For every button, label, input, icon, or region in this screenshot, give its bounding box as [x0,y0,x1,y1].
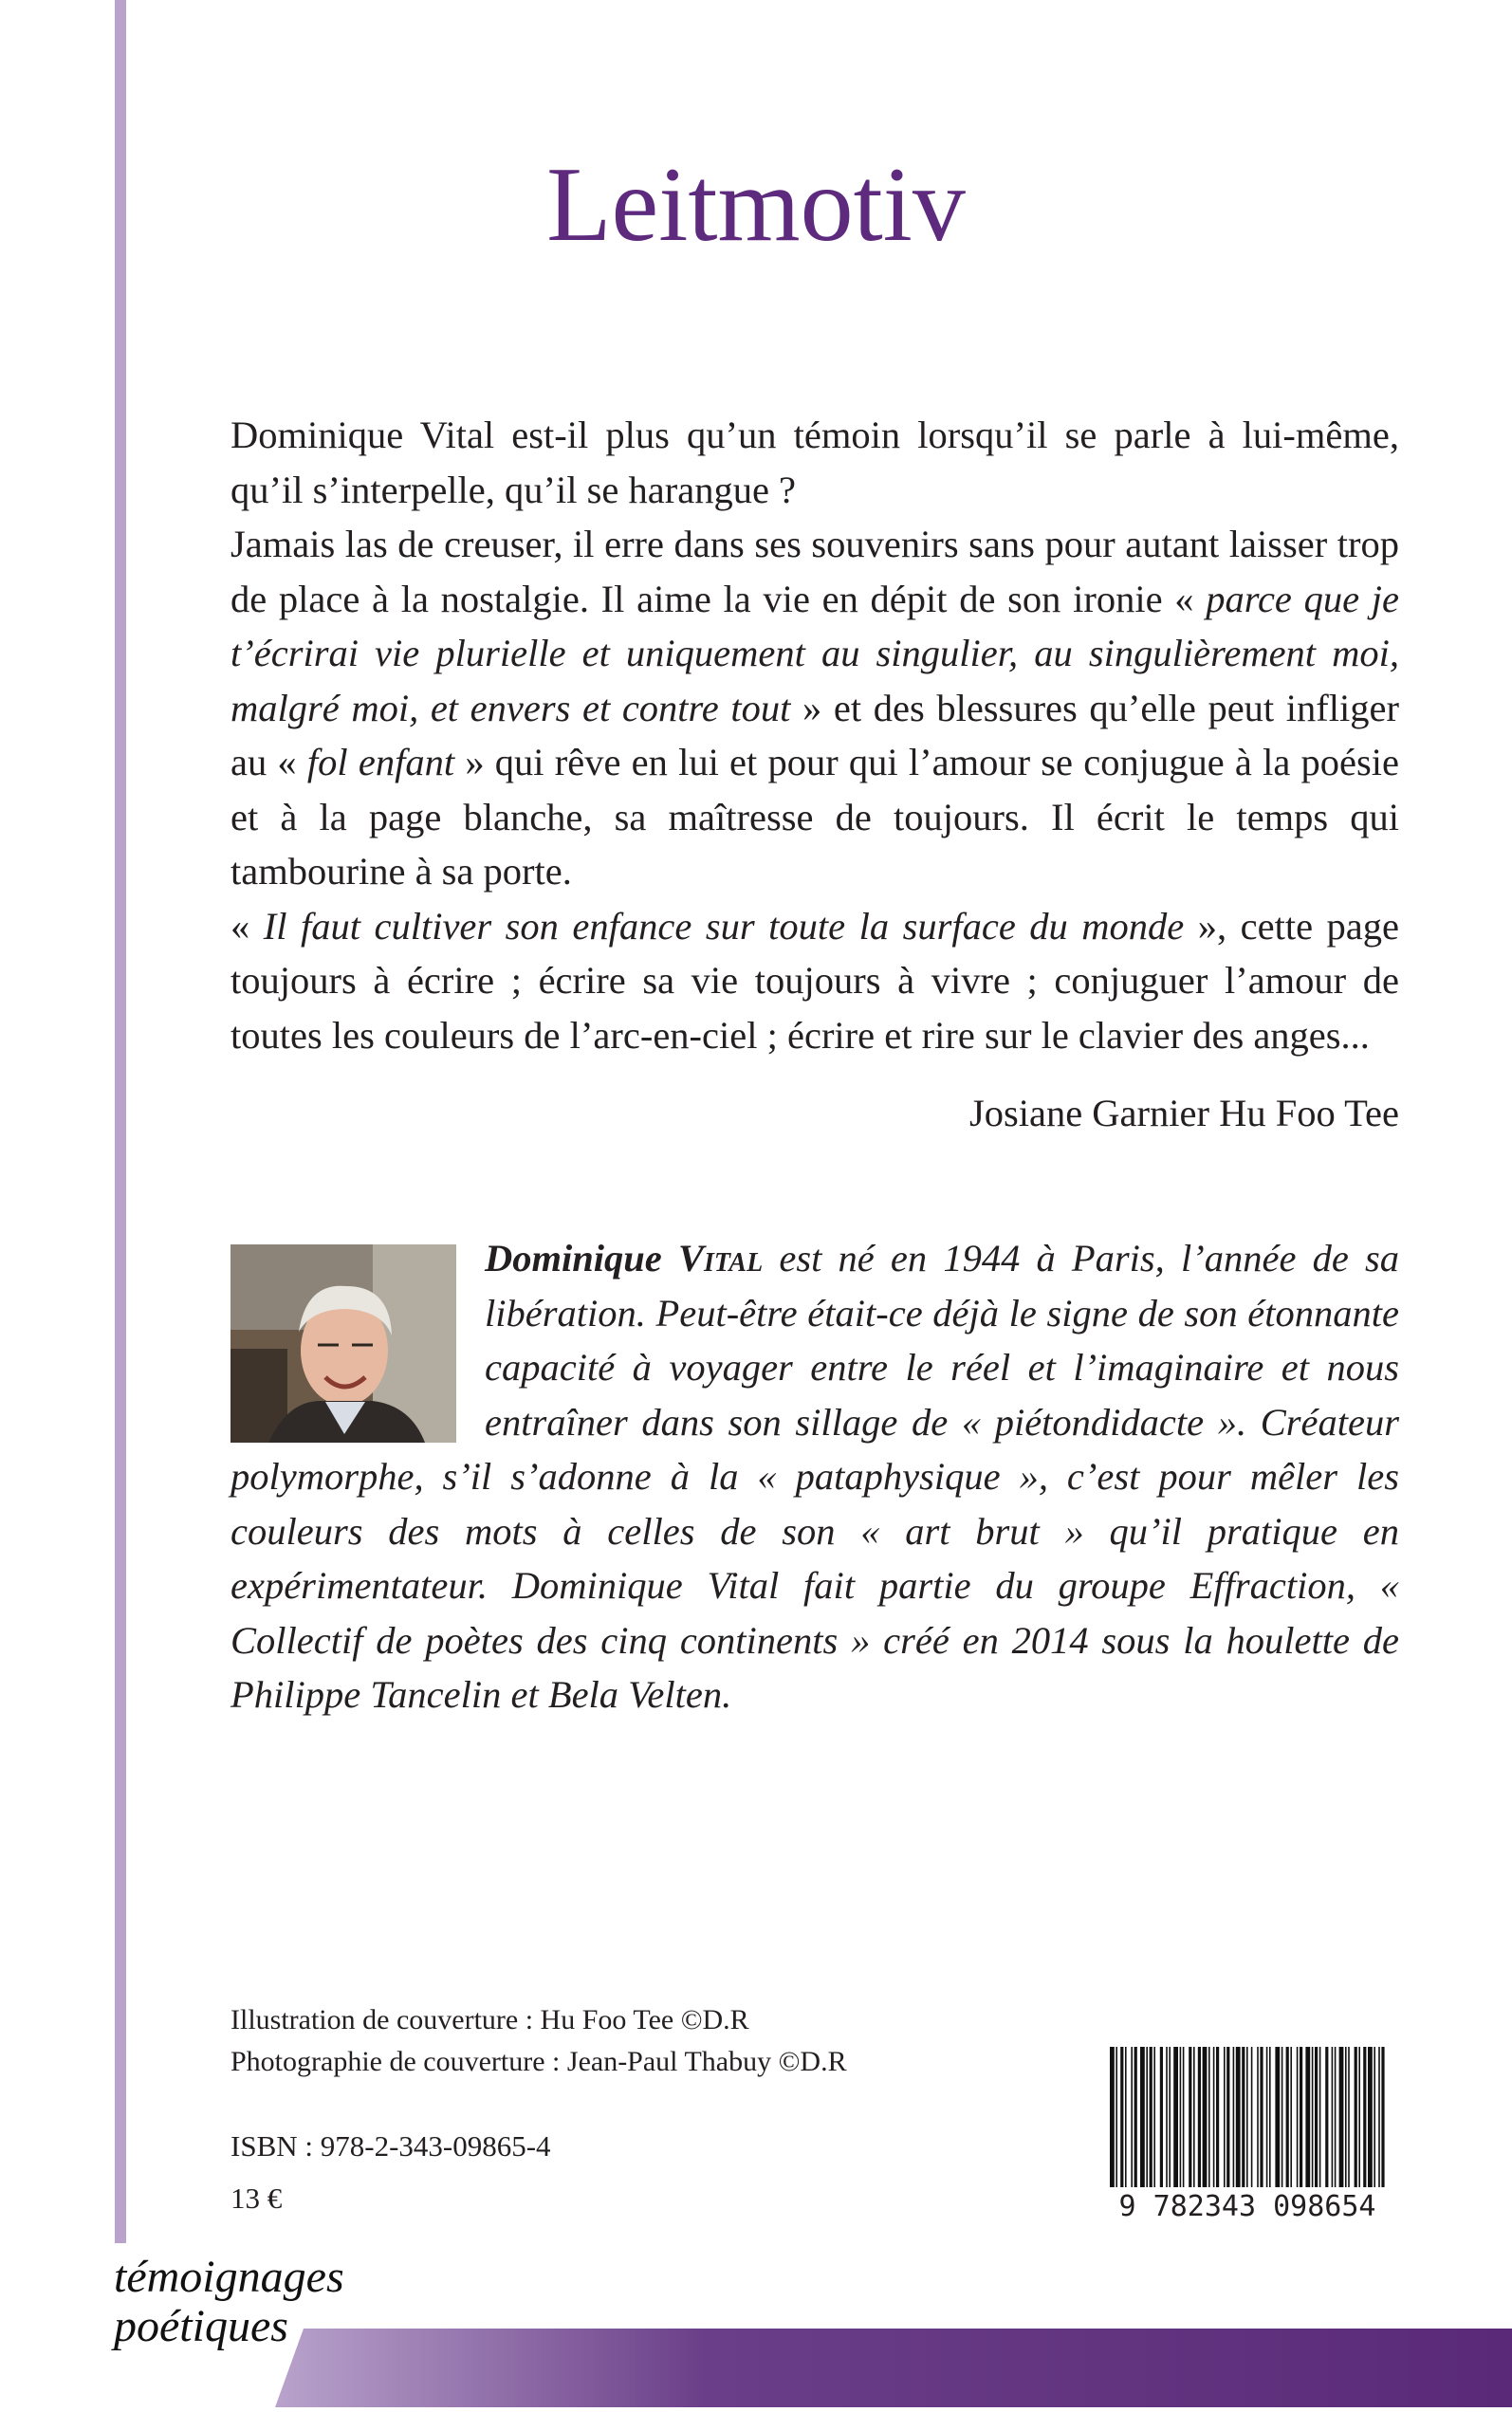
barcode-bar [1358,2047,1360,2187]
barcode-bar [1260,2047,1263,2187]
barcode-bar [1213,2047,1215,2187]
barcode-bar [1335,2047,1337,2187]
barcode-bar [1146,2047,1148,2187]
cover-credits [230,1999,847,2083]
illustration-credit: Illustration de couverture : Hu Foo Tee ©D.R [230,2004,749,2035]
barcode-bar [1134,2047,1137,2187]
barcode-bar [1300,2047,1302,2187]
barcode-bar [1378,2047,1380,2187]
barcode-bar [1242,2047,1245,2187]
barcode-bar [1203,2047,1208,2187]
barcode-bar [1193,2047,1195,2187]
barcode-bar [1160,2047,1163,2187]
barcode-bar [1282,2047,1283,2187]
collection-line-2: poétiques [114,2301,288,2351]
collection-line-1: témoignages [114,2252,344,2302]
barcode-bar [1189,2047,1191,2187]
barcode-bar [1233,2047,1235,2187]
author-biography [230,1231,1399,1722]
barcode-bar [1381,2047,1384,2187]
barcode-bar [1355,2047,1357,2187]
photo-credit: Photographie de couverture : Jean-Paul Thabuy ©D.R [230,2046,847,2077]
blurb-paragraph-1: Dominique Vital est-il plus qu’un témoin lorsqu’il se parle à lui-même, qu’il s’interpelle, qu’il se harangue ? [230,414,1399,511]
barcode-bar [1269,2047,1271,2187]
barcode-bar [1246,2047,1248,2187]
barcode-bar [1266,2047,1268,2187]
barcode-bar [1180,2047,1182,2187]
barcode-bar [1332,2047,1334,2187]
barcode-bar [1363,2047,1366,2187]
barcode-bar [1257,2047,1259,2187]
barcode-bar [1368,2047,1373,2187]
barcode-bar [1226,2047,1229,2187]
barcode-bar [1348,2047,1350,2187]
barcode-bar [1290,2047,1292,2187]
blurb-paragraph-3: « Il faut cultiver son enfance sur toute la surface du monde », cette page toujours à écrire ; écrire sa vie toujours à vivre ; conjuguer l’amour de toutes les couleurs de l’arc-en-ciel ; écrire et rire sur le clavier des anges... [230,904,1400,1057]
barcode-bar [1345,2047,1347,2187]
barcode-bar [1153,2047,1155,2187]
barcode-bar [1150,2047,1152,2187]
barcode-bar [1120,2047,1123,2187]
barcode [1100,2047,1394,2227]
author-bio-text: est né en 1944 à Paris, l’année de sa libération. Peut-être était-ce déjà le signe de son étonnante capacité à voyager entre le réel et l’imaginaire et nous entraîner dans son sillage de « piétondidacte ». Créateur polymorphe, s’il s’adonne à la « pataphysique », c’est pour mêler les couleurs des mots à celles de son « art brut » qu’il pratique en expérimentateur. Dominique Vital fait partie du groupe Effraction, « Collectif de poètes des cinq continents » créé en 2014 sous la houlette de Philippe Tancelin et Bela Velten. [230,1237,1399,1716]
barcode-bar [1374,2047,1375,2187]
barcode-bar [1325,2047,1328,2187]
barcode-bar [1173,2047,1178,2187]
barcode-digits: 9 782343 098654 [1118,2190,1376,2223]
barcode-bar [1208,2047,1210,2187]
barcode-bar [1116,2047,1117,2187]
barcode-bar [1251,2047,1253,2187]
price: 13 € [230,2182,283,2215]
barcode-bar [1339,2047,1344,2187]
bottom-color-band [0,2329,1512,2407]
barcode-bar [1224,2047,1226,2187]
barcode-bar [1315,2047,1318,2187]
barcode-bar [1110,2047,1115,2187]
barcode-bar [1183,2047,1185,2187]
author-name: Dominique Vital [485,1237,764,1280]
blurb-paragraph-2: Jamais las de creuser, il erre dans ses souvenirs sans pour autant laisser trop de place à la nostalgie. Il aime la vie en dépit de son ironie « parce que je t’écrirai vie plurielle et uniquement au singulier, au singulièrement moi, malgré moi, et envers et contre tout » et des blessures qu’elle peut infliger au « fol enfant » qui rêve en lui et pour qui l’amour se conjugue à la poésie et à la page blanche, sa maîtresse de toujours. Il écrit le temps qui tambourine à sa porte. [230,523,1399,893]
barcode-bar [1125,2047,1127,2187]
barcode-bar [1305,2047,1310,2187]
barcode-bar [1319,2047,1321,2187]
book-title: Leitmotiv [546,146,966,264]
barcode-bar [1140,2047,1145,2187]
barcode-bar [1169,2047,1171,2187]
barcode-bar [1166,2047,1168,2187]
barcode-bar [1236,2047,1241,2187]
isbn: ISBN : 978-2-343-09865-4 [230,2129,551,2163]
barcode-bar [1275,2047,1280,2187]
barcode-bar [1312,2047,1314,2187]
barcode-bar [1286,2047,1289,2187]
left-accent-bar [115,0,126,2243]
barcode-bar [1216,2047,1219,2187]
barcode-bar [1198,2047,1201,2187]
blurb-signature: Josiane Garnier Hu Foo Tee [968,1092,1399,1134]
barcode-bar [1297,2047,1299,2187]
barcode-bars [1100,2047,1394,2189]
barcode-bar [1131,2047,1133,2187]
back-cover-blurb [230,408,1399,1062]
